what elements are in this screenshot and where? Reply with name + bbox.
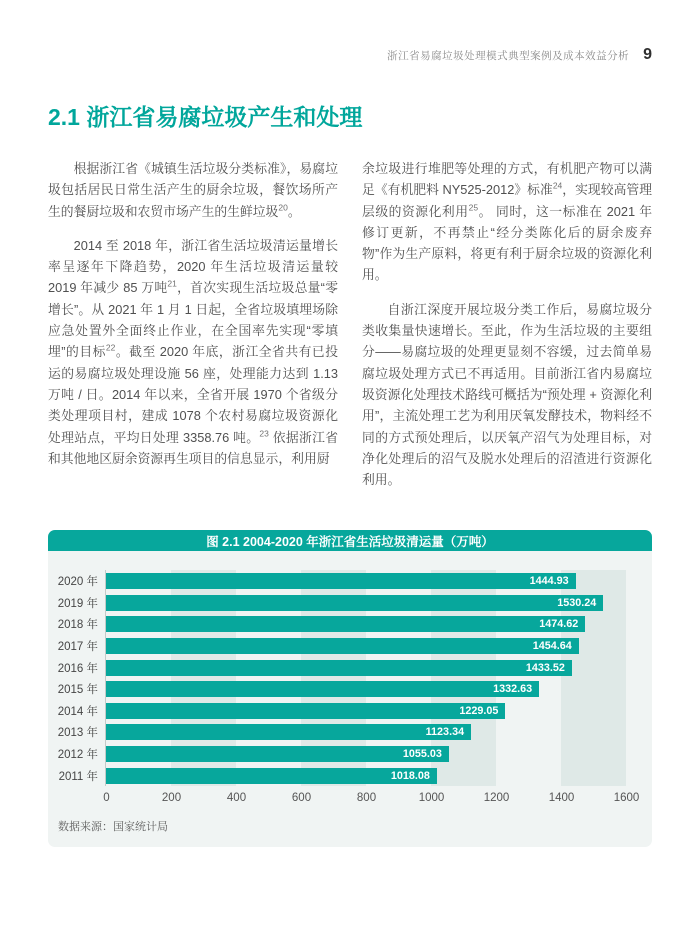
footnote-reference: 24 xyxy=(552,181,563,192)
bar-2014年: 1229.05 xyxy=(106,703,505,719)
figure-title-bar xyxy=(48,530,652,551)
footnote-reference: 22 xyxy=(105,343,116,354)
bar-2016年: 1433.52 xyxy=(106,660,572,676)
chart-source: 数据来源：国家统计局 xyxy=(58,821,168,834)
bar-category-label: 2013 年 xyxy=(57,727,98,740)
bar-row xyxy=(106,743,626,765)
bar-category-label: 2015 年 xyxy=(57,684,98,697)
bar-category-label: 2020 年 xyxy=(57,576,98,589)
x-tick-label: 1400 xyxy=(548,792,575,805)
x-tick-label: 800 xyxy=(356,792,377,805)
bar-row xyxy=(106,722,626,744)
bar-category-label: 2019 年 xyxy=(57,597,98,610)
bar-row xyxy=(106,614,626,636)
bar-row xyxy=(106,657,626,679)
bar-category-label: 2014 年 xyxy=(57,705,98,718)
bar-2012年: 1055.03 xyxy=(106,746,449,762)
running-header xyxy=(48,46,652,64)
footnote-reference: 20 xyxy=(278,202,288,213)
figure-2-1-card xyxy=(48,530,652,847)
running-header-title: 浙江省易腐垃圾处理模式典型案例及成本效益分析 xyxy=(387,50,630,62)
figure-title: 图 2.1 2004-2020 年浙江省生活垃圾清运量（万吨） xyxy=(206,534,494,549)
bar-category-label: 2012 年 xyxy=(57,749,98,761)
x-tick-label: 200 xyxy=(161,792,182,805)
x-axis xyxy=(48,786,652,807)
x-tick-label: 600 xyxy=(291,792,312,805)
bar-2019年: 1530.24 xyxy=(106,595,603,611)
x-tick-label: 1600 xyxy=(613,792,640,805)
bar-row xyxy=(106,765,626,787)
plot-area xyxy=(105,570,626,786)
x-axis-ticks xyxy=(103,792,640,807)
bar-category-label: 2011 年 xyxy=(58,770,98,783)
bar-2015年: 1332.63 xyxy=(106,681,539,697)
bar-2011年: 1018.08 xyxy=(106,768,437,784)
bar-row xyxy=(106,678,626,700)
footnote-reference: 23 xyxy=(259,428,269,439)
body-text-columns xyxy=(48,158,652,503)
text-column-left xyxy=(48,158,338,503)
footnote-reference: 21 xyxy=(167,279,177,290)
body-paragraph: 2014 至 2018 年，浙江省生活垃圾清运量增长率呈逐年下降趋势，2020 年生活垃圾清运量较 2019 年减少 85 万吨$^{21}$，首次实现生活垃圾总量“零增长”。从 2021 年 1 月 1 日起，全省垃圾填埋场除应急处置外全面终止作业，在全国率先实现“零填埋”的目标$^{22}$。截至 2020 年底，浙江全省共有已投运的易腐垃圾处理设施 56 座，处理能力达到 1.13 万吨 / 日。2014 年以来，全省开展 1970 个省级分类处理项目村，建成 1078 个农村易腐垃圾资源化处理站点，平均日处理 3358.76 吨。$^{23}$ 依据浙江省和其他地区厨余资源再生项目的信息显示，利用厨 xyxy=(48,237,338,466)
plot-row xyxy=(48,570,652,786)
x-tick-label: 1000 xyxy=(418,792,445,805)
text-column-right xyxy=(362,158,652,503)
bar-2017年: 1454.64 xyxy=(106,638,579,654)
body-paragraph: 根据浙江省《城镇生活垃圾分类标准》，易腐垃圾包括居民日常生活产生的厨余垃圾，餐饮场所产生的餐厨垃圾和农贸市场产生的生鲜垃圾$^{20}$。 xyxy=(48,161,338,219)
x-tick-label: 0 xyxy=(103,792,110,805)
x-tick-label: 1200 xyxy=(483,792,510,805)
footnote-reference: 25 xyxy=(468,202,479,213)
x-tick-label: 400 xyxy=(226,792,247,805)
section-heading: 2.1 浙江省易腐垃圾产生和处理 xyxy=(48,104,363,130)
x-axis-spacer xyxy=(48,786,110,807)
bar-2018年: 1474.62 xyxy=(106,616,585,632)
bar-2013年: 1123.34 xyxy=(106,724,471,740)
bar-row xyxy=(106,592,626,614)
figure-body xyxy=(48,551,652,847)
bar-row xyxy=(106,700,626,722)
y-axis-labels xyxy=(48,570,105,786)
bar-2020年: 1444.93 xyxy=(106,573,576,589)
body-paragraph: 余垃圾进行堆肥等处理的方式，有机肥产物可以满足《有机肥料 NY525-2012》标准$^{24}$，实现较高管理层级的资源化利用$^{25}$。 同时，这一标准在 2021 年修订更新，不再禁止“经分类陈化后的厨余废弃物”作为生产原料，将更有利于厨余垃圾的资源化利用。 xyxy=(362,161,653,283)
bar-category-label: 2017 年 xyxy=(57,641,98,654)
bar-row xyxy=(106,635,626,657)
body-paragraph: 自浙江深度开展垃圾分类工作后，易腐垃圾分类收集量快速增长。至此，作为生活垃圾的主要组分——易腐垃圾的处理更显刻不容缓，过去简单易腐垃圾处理方式已不再适用。目前浙江省内易腐垃圾资源化处理技术路线可概括为“预处理 + 资源化利用”，主流处理工艺为利用厌氧发酵技术，物料经不同的方式预处理后，以厌氧产沼气为处理目标，对净化处理后的沼气及脱水处理后的沼渣进行资源化利用。 xyxy=(362,301,652,488)
bar-row xyxy=(106,570,626,592)
bar-category-label: 2018 年 xyxy=(57,619,98,632)
page-number: 9 xyxy=(643,46,652,63)
bar-category-label: 2016 年 xyxy=(57,662,98,675)
